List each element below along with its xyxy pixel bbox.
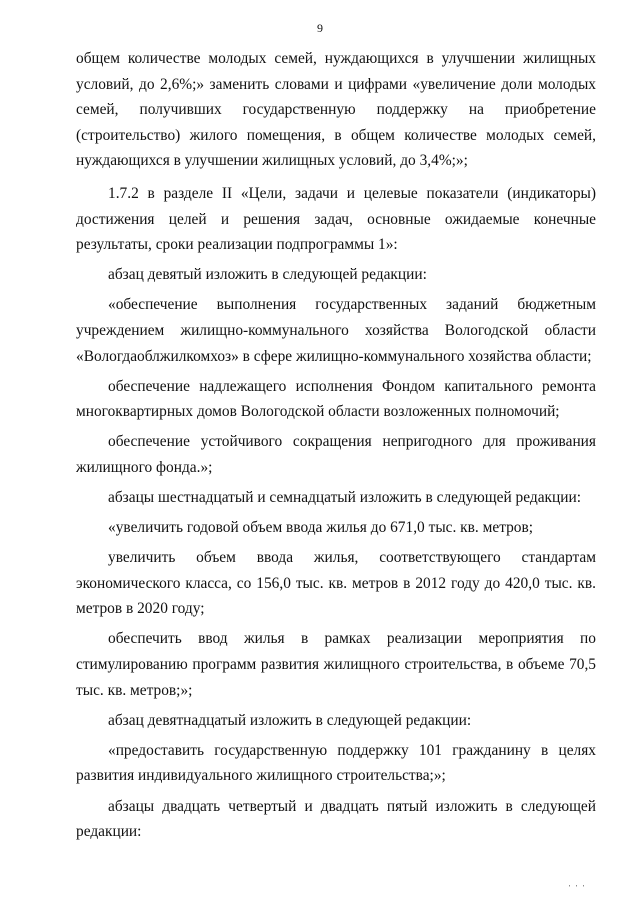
- paragraph-continuation: общем количестве молодых семей, нуждающихся в улучшении жилищных условий, до 2,6%;» заменить словами и цифрами «увеличение доли молодых семей, получивших государственную поддержку на приобретение (строительство) жилого помещения, в общем количестве молодых семей, нуждающихся в улучшении жилищных условий, до 3,4%;»;: [76, 50, 596, 170]
- paragraph-instruction: абзац девятый изложить в следующей редакции:: [108, 266, 427, 284]
- paragraph-quote: обеспечение надлежащего исполнения Фондом капитального ремонта многоквартирных домов Вологодской области возложенных полномочий;: [76, 377, 596, 421]
- document-body: [76, 46, 596, 849]
- paragraph-quote: «обеспечение выполнения государственных заданий бюджетным учреждением жилищно-коммунального хозяйства Вологодской области «Вологдаоблжилкомхоз» в сфере жилищно-коммунального хозяйства области;: [76, 296, 596, 365]
- paragraph-instruction: абзац девятнадцатый изложить в следующей редакции:: [108, 711, 472, 729]
- paragraph-quote: увеличить объем ввода жилья, соответствующего стандартам экономического класса, со 156,0 тыс. кв. метров в 2012 году до 420,0 тыс. кв. метров в 2020 году;: [76, 549, 596, 618]
- paragraph-quote: «предоставить государственную поддержку 101 гражданину в целях развития индивидуального жилищного строительства;»;: [76, 741, 596, 785]
- paragraph-item-1-7-2: 1.7.2 в разделе II «Цели, задачи и целевые показатели (индикаторы) достижения целей и решения задач, основные ожидаемые конечные результаты, сроки реализации подпрограммы 1»:: [76, 184, 596, 254]
- paragraph-instruction: абзацы двадцать четвертый и двадцать пятый изложить в следующей редакции:: [76, 797, 596, 841]
- paragraph-quote: обеспечение устойчивого сокращения непригодного для проживания жилищного фонда.»;: [76, 433, 596, 476]
- paragraph-quote: обеспечить ввод жилья в рамках реализации мероприятия по стимулированию программ развития жилищного строительства, в объеме 70,5 тыс. кв. метров;»;: [76, 630, 596, 699]
- page-number: 9: [317, 21, 323, 35]
- corner-mark: ' ' ': [568, 884, 586, 892]
- paragraph-quote: «увеличить годовой объем ввода жилья до 671,0 тыс. кв. метров;: [108, 519, 534, 537]
- paragraph-instruction: абзацы шестнадцатый и семнадцатый изложить в следующей редакции:: [108, 489, 581, 506]
